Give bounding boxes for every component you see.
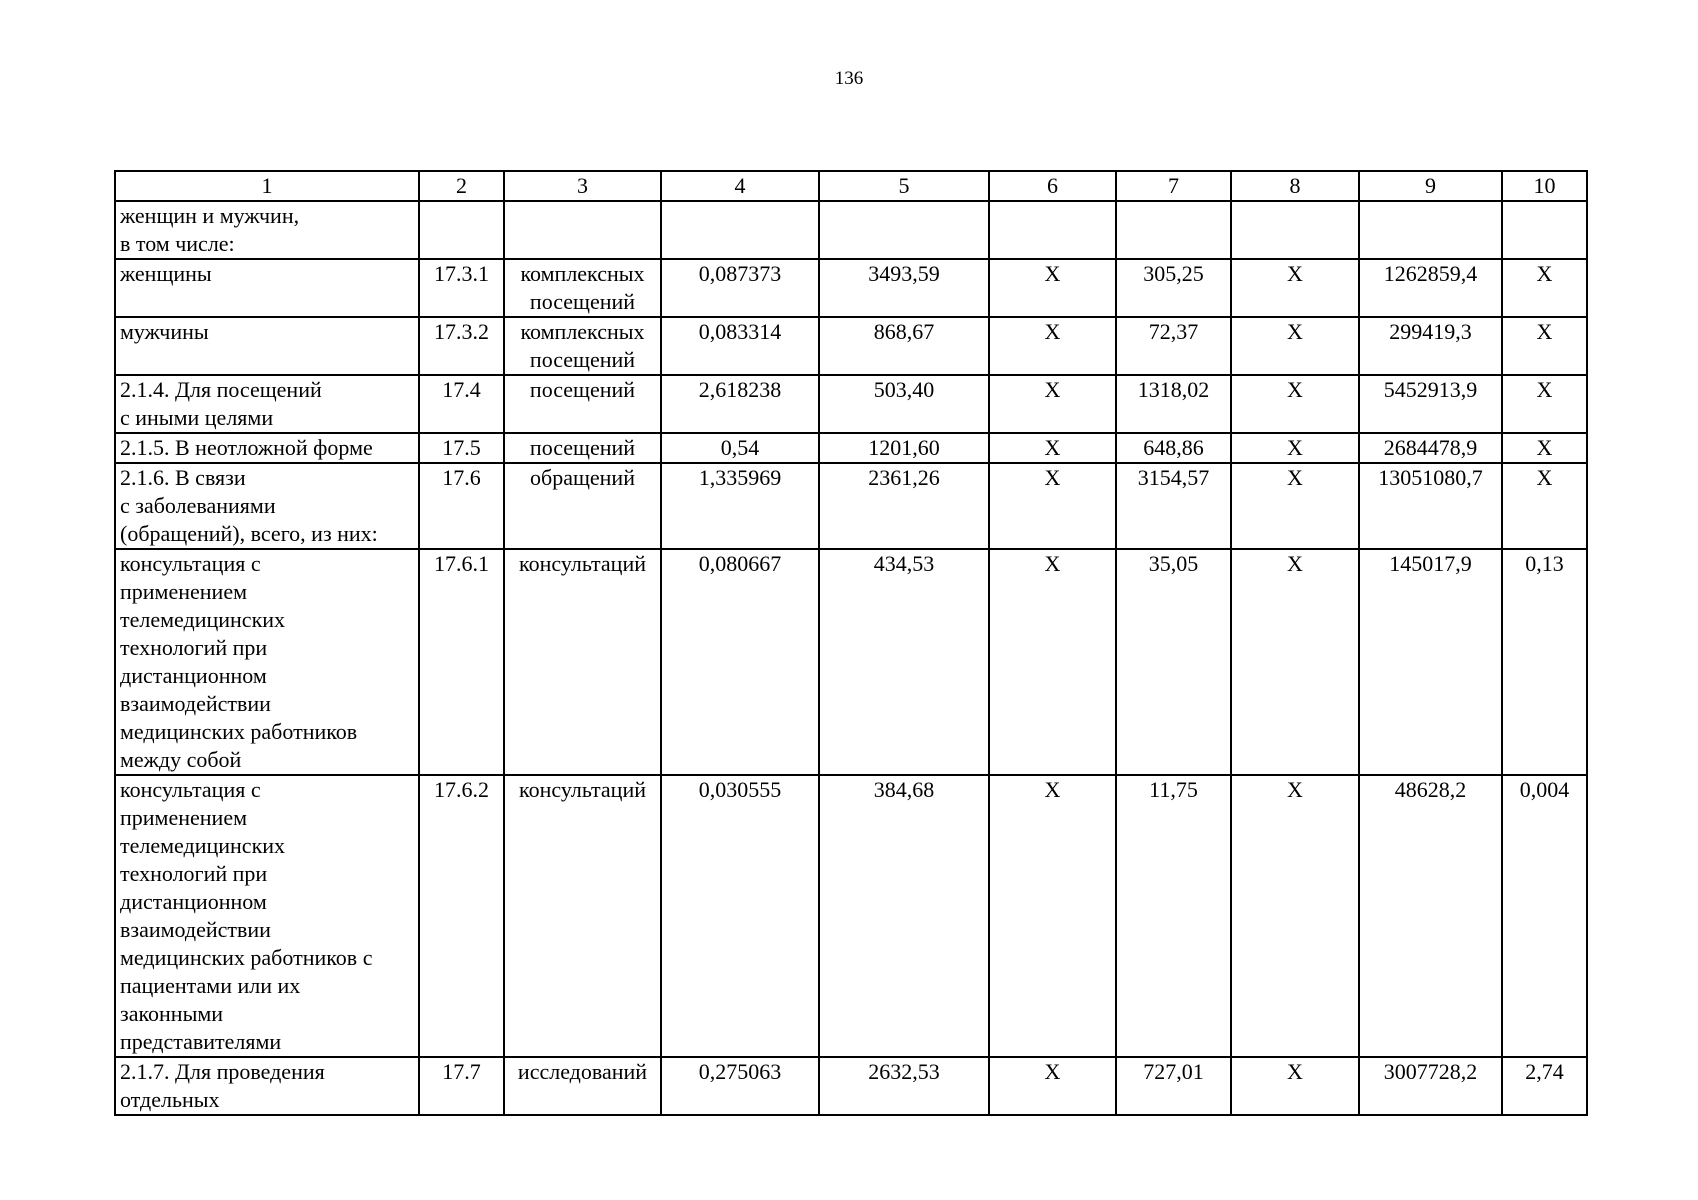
table-cell bbox=[1502, 201, 1587, 259]
table-cell: 1201,60 bbox=[819, 433, 989, 463]
table-cell: женщин и мужчин, в том числе: bbox=[115, 201, 419, 259]
table-cell: 0,13 bbox=[1502, 549, 1587, 775]
table-cell: 35,05 bbox=[1116, 549, 1231, 775]
column-header: 7 bbox=[1116, 171, 1231, 201]
table-cell bbox=[1359, 201, 1502, 259]
column-header: 1 bbox=[115, 171, 419, 201]
table-cell: X bbox=[1231, 463, 1359, 549]
table-cell bbox=[661, 201, 819, 259]
table-cell: 648,86 bbox=[1116, 433, 1231, 463]
table-cell: X bbox=[1502, 433, 1587, 463]
table-cell: 17.6 bbox=[419, 463, 504, 549]
table-cell: X bbox=[1231, 259, 1359, 317]
table-cell: консультация с применением телемедицинских технологий при дистанционном взаимодействии медицинских работников между собой bbox=[115, 549, 419, 775]
table-cell: 0,275063 bbox=[661, 1057, 819, 1115]
table-cell: исследований bbox=[504, 1057, 661, 1115]
column-header: 8 bbox=[1231, 171, 1359, 201]
table-cell: комплексных посещений bbox=[504, 317, 661, 375]
table-cell: X bbox=[989, 1057, 1116, 1115]
table-cell: X bbox=[1502, 259, 1587, 317]
table-row bbox=[115, 375, 1587, 433]
table-cell: X bbox=[1231, 1057, 1359, 1115]
table-cell: 0,004 bbox=[1502, 775, 1587, 1057]
table-cell: 17.7 bbox=[419, 1057, 504, 1115]
table-cell: 868,67 bbox=[819, 317, 989, 375]
table-cell: 2,618238 bbox=[661, 375, 819, 433]
table-cell: X bbox=[989, 463, 1116, 549]
table-cell: комплексных посещений bbox=[504, 259, 661, 317]
table-cell bbox=[1231, 201, 1359, 259]
table-cell: X bbox=[989, 433, 1116, 463]
data-table bbox=[114, 170, 1588, 1116]
table-cell: женщины bbox=[115, 259, 419, 317]
table-cell: 2361,26 bbox=[819, 463, 989, 549]
table-cell: X bbox=[989, 549, 1116, 775]
table-cell: 17.5 bbox=[419, 433, 504, 463]
table-cell: обращений bbox=[504, 463, 661, 549]
table-row bbox=[115, 317, 1587, 375]
table-cell: 17.4 bbox=[419, 375, 504, 433]
table-cell: 0,54 bbox=[661, 433, 819, 463]
table-cell: 13051080,7 bbox=[1359, 463, 1502, 549]
table-cell: консультаций bbox=[504, 775, 661, 1057]
table-row bbox=[115, 775, 1587, 1057]
table-row bbox=[115, 259, 1587, 317]
table-cell: X bbox=[1231, 433, 1359, 463]
table-row bbox=[115, 463, 1587, 549]
table-cell: консультаций bbox=[504, 549, 661, 775]
table-cell bbox=[1116, 201, 1231, 259]
table-cell: X bbox=[1231, 375, 1359, 433]
table-cell: 384,68 bbox=[819, 775, 989, 1057]
table-cell: 48628,2 bbox=[1359, 775, 1502, 1057]
table-cell: 434,53 bbox=[819, 549, 989, 775]
table-row bbox=[115, 1057, 1587, 1115]
column-header: 6 bbox=[989, 171, 1116, 201]
table-cell: 2.1.4. Для посещений с иными целями bbox=[115, 375, 419, 433]
column-header: 4 bbox=[661, 171, 819, 201]
table-cell: X bbox=[1502, 375, 1587, 433]
table-cell bbox=[419, 201, 504, 259]
table-cell: X bbox=[1231, 317, 1359, 375]
table-cell: 2684478,9 bbox=[1359, 433, 1502, 463]
table-cell: 72,37 bbox=[1116, 317, 1231, 375]
table-cell: 0,087373 bbox=[661, 259, 819, 317]
table-cell: 17.3.1 bbox=[419, 259, 504, 317]
table-cell: 0,080667 bbox=[661, 549, 819, 775]
table-row bbox=[115, 433, 1587, 463]
table-cell: 305,25 bbox=[1116, 259, 1231, 317]
table-cell: посещений bbox=[504, 433, 661, 463]
table-cell: 2.1.6. В связи с заболеваниями (обращений), всего, из них: bbox=[115, 463, 419, 549]
table-cell: мужчины bbox=[115, 317, 419, 375]
table-cell: X bbox=[1502, 317, 1587, 375]
table-cell: консультация с применением телемедицинских технологий при дистанционном взаимодействии медицинских работников с пациентами или их законными представителями bbox=[115, 775, 419, 1057]
table-cell: 503,40 bbox=[819, 375, 989, 433]
column-header: 2 bbox=[419, 171, 504, 201]
table-cell: X bbox=[989, 775, 1116, 1057]
table-cell: 3007728,2 bbox=[1359, 1057, 1502, 1115]
table-cell: 17.6.1 bbox=[419, 549, 504, 775]
table-cell: 0,030555 bbox=[661, 775, 819, 1057]
column-header: 10 bbox=[1502, 171, 1587, 201]
table-cell: 3154,57 bbox=[1116, 463, 1231, 549]
table-cell: 2.1.7. Для проведения отдельных bbox=[115, 1057, 419, 1115]
page-number: 136 bbox=[834, 68, 864, 89]
table-cell bbox=[819, 201, 989, 259]
table-cell: 299419,3 bbox=[1359, 317, 1502, 375]
table-cell: 17.6.2 bbox=[419, 775, 504, 1057]
column-header: 9 bbox=[1359, 171, 1502, 201]
table-cell: 1262859,4 bbox=[1359, 259, 1502, 317]
table-cell: 1,335969 bbox=[661, 463, 819, 549]
table-cell: 11,75 bbox=[1116, 775, 1231, 1057]
table-row bbox=[115, 549, 1587, 775]
table-cell: 0,083314 bbox=[661, 317, 819, 375]
table-cell: 5452913,9 bbox=[1359, 375, 1502, 433]
table-row bbox=[115, 201, 1587, 259]
table-cell: X bbox=[989, 259, 1116, 317]
table-cell: 145017,9 bbox=[1359, 549, 1502, 775]
table-cell: 1318,02 bbox=[1116, 375, 1231, 433]
table-cell: 727,01 bbox=[1116, 1057, 1231, 1115]
table-cell bbox=[989, 201, 1116, 259]
table-cell: 17.3.2 bbox=[419, 317, 504, 375]
table-cell: X bbox=[1231, 549, 1359, 775]
table-cell: X bbox=[989, 317, 1116, 375]
table-header-row bbox=[115, 171, 1587, 201]
table-cell: 2,74 bbox=[1502, 1057, 1587, 1115]
column-header: 3 bbox=[504, 171, 661, 201]
table-cell: 3493,59 bbox=[819, 259, 989, 317]
table-cell bbox=[504, 201, 661, 259]
table-cell: 2632,53 bbox=[819, 1057, 989, 1115]
table-cell: 2.1.5. В неотложной форме bbox=[115, 433, 419, 463]
table-cell: посещений bbox=[504, 375, 661, 433]
column-header: 5 bbox=[819, 171, 989, 201]
table-cell: X bbox=[989, 375, 1116, 433]
table-cell: X bbox=[1502, 463, 1587, 549]
table-cell: X bbox=[1231, 775, 1359, 1057]
